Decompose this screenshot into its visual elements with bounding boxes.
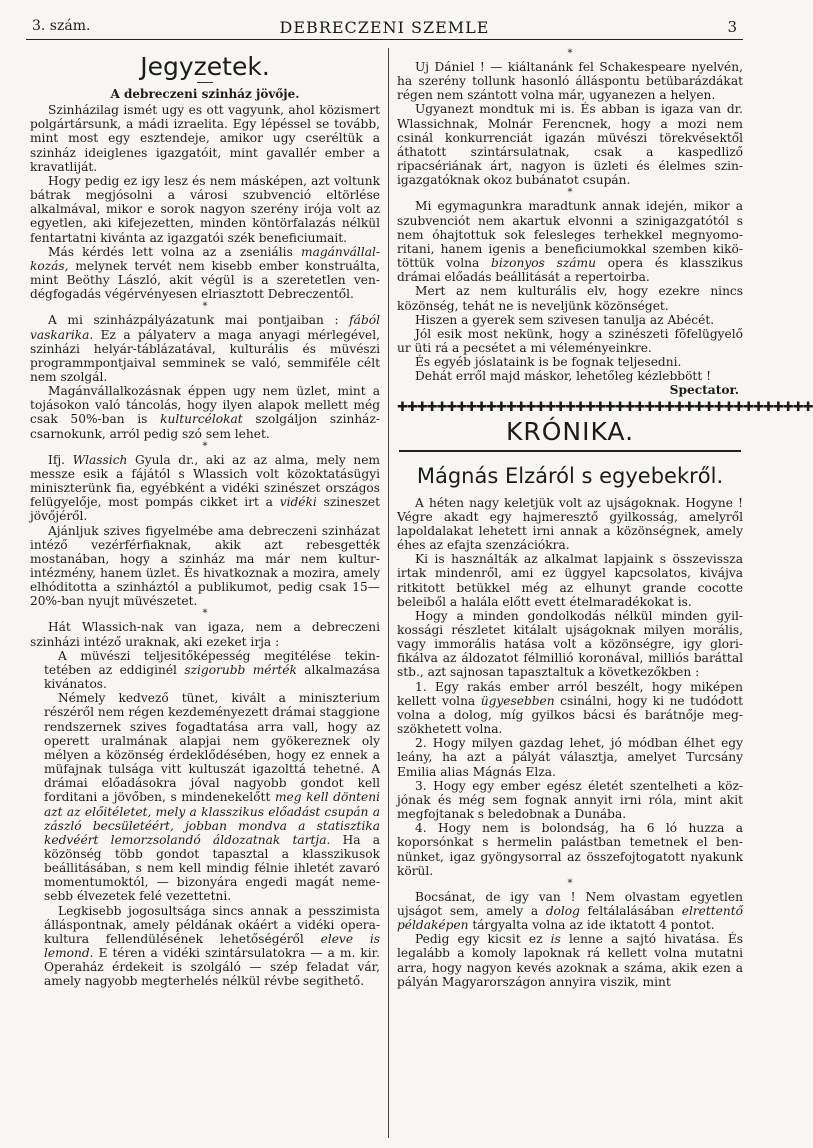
page-header <box>26 14 743 40</box>
separator-star: * <box>567 877 573 889</box>
paragraph: Mert az nem kulturális elv, hogy ezekre nincs közönség, tehát ne is neveljünk közönséget. <box>397 284 743 313</box>
paragraph: Ugyanezt mondtuk mi is. És abban is igaza van dr. Wlassichnak, Molnár Ferencnek, hogy a mozi nem csinál konkurrenciát igazán müvészi törekvésektől áthatott szintársulatnak, csak a kaspedliző ripacsériának árt, nagyon is üzleti és élelmes szinigazgatóknak okoz bubánatot csupán. <box>397 102 743 188</box>
paragraph: Dehát erről majd máskor, lehetőleg kézlebbött ! <box>415 369 711 384</box>
paragraph: Más kérdés lett volna az a zseniális magánvállalkozás, melynek tervét nem kisebb ember konstruálta, mint Beöthy László, akit végül is a szeretetlen vendégfogadás végérvényesen elriasztott Debreczentől. <box>30 244 380 302</box>
journal-title: DEBRECZENI SZEMLE <box>279 18 490 37</box>
separator-star: * <box>202 608 208 620</box>
paragraph: Bocsánat, de igy van ! Nem olvastam egyetlen ujságot sem, amely a dolog feltálalásában elrettentő példaképen tárgyalta volna az ide iktatott 4 pontot. <box>397 889 743 933</box>
separator-star: * <box>202 301 208 313</box>
paragraph: A héten nagy keletjük volt az ujságoknak. Hogyne ! Végre akadt egy hajmeresztő gyilkosság, amelyről lapoldalakat lehetett irni annak a közönségnek, amely éhes az efajta szenzációkra. <box>397 495 743 553</box>
separator-star: * <box>567 187 573 199</box>
paragraph: Pedig egy kicsit ez is lenne a sajtó hivatása. És legalább a komoly lapoknak rá kellett volna mutatni arra, hogy nagyon kevés azoknak a száma, akik ezen a pályán Magyarországon annyira viszik, mint <box>397 932 743 989</box>
article-heading: Mágnás Elzáról s egyebekről. <box>416 463 724 488</box>
issue-number: 3. szám. <box>32 18 91 34</box>
quote-paragraph: Némely kedvező tünet, kivált a miniszterium részéről nem régen kezdeményezett drámai staggione rendszernek szives fogadtatása arra vall, hogy az operett uralmának alapjai nem gyökereznek oly mélyen a közönség érdeklődésében, hogy ez ennek a müfajnak tulsága vitt kultuszát igazolttá tehetné. A drámai előadásokra jóval nagyobb gondot kell forditani a jövőben, s mindenekelőtt meg kell dönteni azt az előitéletet, mely a klasszikus előadást csupán a zászló becsületéért, jobban mondva a statisztika kedvéért lemorzsolandó áldozatnak tartja. Ha a közönség több gondot tapasztal a klasszikusok beállitásában, s nem kell mindig félnie ihletét zavaró momentumoktól, — bizonyára engedi magát nemesebb élvezetek felé vezettetni. <box>44 691 381 904</box>
paragraph: 4. Hogy nem is bolondság, ha 6 ló huzza a koporsónkat s hermelin palástban temetnek el bennünket, igaz gyöngysorral az összefojtogatott nyakunk körül. <box>397 821 743 878</box>
signature: Spectator. <box>669 383 739 398</box>
paragraph: Hiszen a gyerek sem szivesen tanulja az Abécét. <box>415 312 715 327</box>
paragraph: 1. Egy rakás ember arról beszélt, hogy miképen kellett volna ügyesebben csinálni, hogy ki ne tudódott volna a dolog, míg gyilkos bácsi és barátnője megszökhetett volna. <box>397 679 743 737</box>
section-title: Jegyzetek. <box>140 52 270 81</box>
separator-star: * <box>202 440 208 452</box>
title-rule <box>197 82 213 83</box>
separator-star: * <box>567 48 573 59</box>
block-quote <box>30 649 380 989</box>
ornament-border: ✚✚✚✚✚✚✚✚✚✚✚✚✚✚✚✚✚✚✚✚✚✚✚✚✚✚✚✚✚✚✚✚✚✚✚✚✚✚✚✚✚✚ <box>397 399 813 415</box>
paragraph: Mi egymagunkra maradtunk annak idején, mikor a szubvenciót nem akartuk elvonni a szinigazgatótól s nem óhajtottuk sok felesleges terhekkel megnyomoritani, hanem igenis a beneficiumokkal szemben kikötöttük volna bizonyos számu opera és klasszikus drámai előadás beállitását a repertoirba. <box>397 199 744 285</box>
paragraph: Ajánljuk szives figyelmébe ama debreczeni szinházat intéző vezérférfiaknak, akik azt rebesgették mostanában, hogy a szinház ma már nem kulturintézmény, hanem üzlet. És hivatkoznak a mozira, amely elhóditotta a szinháztól a publikumot, pedig csak 15—20%-ban nyujt müvészetet. <box>30 523 380 609</box>
paragraph: 2. Hogy milyen gazdag lehet, jó módban élhet egy leány, ha azt a pályát választja, amelyet Turcsány Emilia alias Mágnás Elza. <box>397 736 743 779</box>
paragraph: 3. Hogy egy ember egész életét szentelheti a közjónak és még sem fognak annyit irni róla, mint akit megfojtanak s beledobnak a Dunába. <box>397 778 743 822</box>
page-number: 3 <box>727 18 737 36</box>
article-subtitle: A debreczeni szinház jövője. <box>110 87 300 101</box>
quote-paragraph: Legkisebb jogosultsága sincs annak a pesszimista álláspontnak, amely példának okáért a vidéki opera-kultura fellendülésének lehetőségéről eleve is lemond. E téren a vidéki szintársulatokra — a m. kir. Operaház érdekeit is szolgáló — szép feladat vár, amely nagyobb megterhelés nélkül révbe segithető. <box>44 903 380 989</box>
section-heading-kronika: KRÓNIKA. <box>505 416 635 446</box>
section-rule <box>399 450 741 452</box>
right-column <box>397 48 813 1140</box>
paragraph: A mi szinházpályázatunk mai pontjaiban : fából vaskarika. Ez a pályaterv a maga anyagi mérlegével, szinházi helyár-táblázatával, kulturális és müvészi programmpontjaival semminek se való, semmiféle célt nem szolgál. <box>30 313 380 384</box>
paragraph: Jól esik most nekünk, hogy a szinészeti fõfelügyelő ur üti rá a pecsétet a mi véleményeinkre. <box>397 326 743 355</box>
paragraph: Hát Wlassich-nak van igaza, nem a debreczeni szinházi intéző uraknak, aki ezeket irja : <box>30 620 380 649</box>
paragraph: Magánvállalkozásnak éppen ugy nem üzlet, mint a tojásokon való táncolás, hogy ilyen alapok mellett még csak 50%-ban is kulturcélokat szolgáljon szinházcsarnokunk, arról pedig szó sem lehet. <box>30 384 380 441</box>
paragraph: És egyéb jóslataink is be fognak teljesedni. <box>415 355 682 370</box>
paragraph: Szinházilag ismét ugy es ott vagyunk, ahol közismert polgártársunk, a mádi izraelita. Egy lépéssel se tovább, mint most egy esztendeje, amikor ugy cseréltük a szinház ideiglenes igazgatóit, mint gavallér ember a kravatliját. <box>30 103 380 174</box>
left-column <box>30 48 380 1140</box>
column-divider <box>388 48 389 1138</box>
paragraph: Hogy a minden gondolkodás nélkül minden gyilkossági részletet kitálalt ujságoknak milyen morális, vagy immorális hatása volt a közönségre, igy glorifikálva az áldozatot félmillió koronával, milliós baráttal stb., azt sajnosan tapasztaltuk a következőkben : <box>397 608 743 680</box>
paragraph: Hogy pedig ez igy lesz és nem másképen, azt voltunk bátrak megjósolni a városi szubvenció eltörlése alkalmával, mikor e sorok nagyon szerény irója volt az egyetlen, aki kifejezetten, minden köntörfalazás nélkül fentartatni kivánta az igazgatói szék beneficiumait. <box>30 173 380 245</box>
paragraph: Uj Dániel ! — kiáltanánk fel Schakespeare nyelvén, ha szerény tollunk hasonló álláspontu betübarázdákat régen nem szántott volna már, ugyanezen a helyen. <box>397 60 743 103</box>
paragraph: Ki is használták az alkalmat lapjaink s összevissza irtak mindenről, ami ez üggyel kapcsolatos, kivájva ritkitott betükkel még az elhunyt grande cocotte beleiből a halála előtt evett ételmaradékokat is. <box>397 552 743 609</box>
paragraph: Ifj. Wlassich Gyula dr., aki az az alma, mely nem messze esik a fájától s Wlassich volt közoktatásügyi miniszterünk fia, egyébként a vidéki szinészet országos felügyelője, most pompás cikket irt a vidéki szineszet jövőjéről. <box>30 452 380 524</box>
quote-paragraph: A müvészi teljesitőképesség megitélése tekintetében az eddiginél szigorubb mérték alkalmazása kivánatos. <box>44 648 380 692</box>
